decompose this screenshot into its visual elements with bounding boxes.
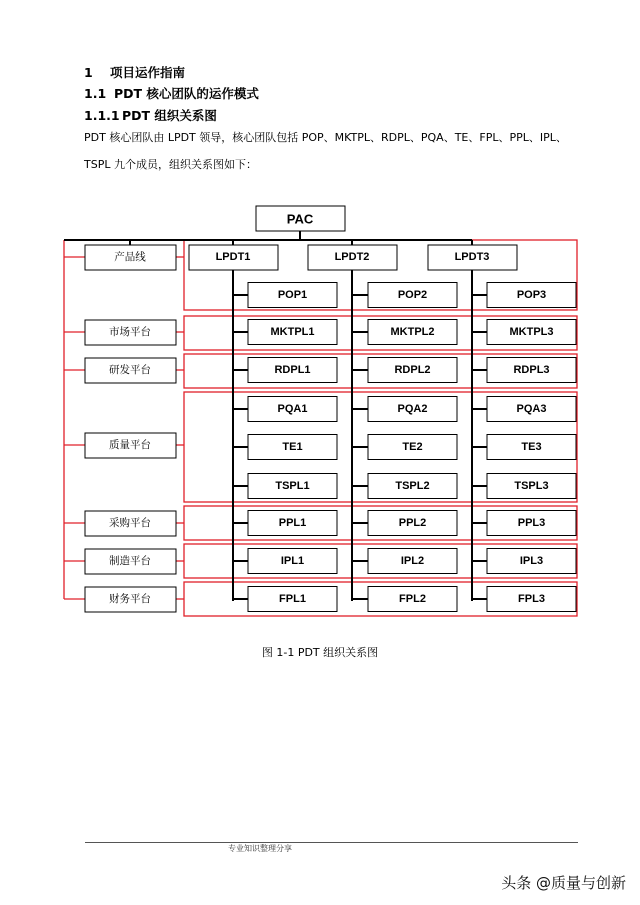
member-ppl-1: PPL1 (278, 517, 307, 529)
member-ipl-3: IPL3 (519, 555, 544, 567)
heading-3-text: PDT 组织关系图 (122, 108, 217, 123)
lpdt-3: LPDT3 (454, 251, 490, 263)
member-fpl-3: FPL3 (518, 593, 545, 605)
member-pqa-2: PQA2 (397, 403, 428, 415)
paragraph-line-2: TSPL 九个成员，组织关系图如下： (84, 158, 257, 171)
heading-1-text: 项目运作指南 (110, 65, 186, 80)
heading-2-number: 1.1 (84, 86, 107, 101)
member-pop-2: POP2 (397, 289, 428, 301)
category-market: 市场平台 (109, 326, 151, 338)
member-tspl-3: TSPL3 (514, 480, 549, 492)
footer-text: 专业知识整理分享 (228, 844, 292, 853)
member-pop-3: POP3 (516, 289, 547, 301)
member-mktpl-1: MKTPL1 (270, 326, 315, 338)
pac-node (256, 206, 345, 231)
heading-1-number: 1 (84, 65, 93, 80)
member-pqa-1: PQA1 (277, 403, 308, 415)
member-ipl-1: IPL1 (280, 555, 305, 567)
member-te-1: TE1 (282, 441, 303, 453)
lpdt-2: LPDT2 (334, 251, 370, 263)
heading-3-number: 1.1.1 (84, 108, 120, 123)
member-ipl-2: IPL2 (400, 555, 425, 567)
member-boxes (248, 283, 576, 612)
category-purchase: 采购平台 (109, 517, 151, 529)
heading-2-text: PDT 核心团队的运作模式 (114, 86, 259, 101)
member-pop-1: POP1 (277, 289, 308, 301)
member-fpl-2: FPL2 (399, 593, 426, 605)
member-fpl-1: FPL1 (279, 593, 306, 605)
category-manufacture: 制造平台 (109, 555, 151, 567)
figure-caption: 图 1-1 PDT 组织关系图 (261, 646, 379, 659)
member-pqa-3: PQA3 (516, 403, 547, 415)
member-rdpl-1: RDPL1 (274, 364, 311, 376)
member-ppl-2: PPL2 (398, 517, 427, 529)
lpdt-1: LPDT1 (215, 251, 251, 263)
member-tspl-2: TSPL2 (395, 480, 430, 492)
member-te-2: TE2 (402, 441, 423, 453)
member-te-3: TE3 (521, 441, 542, 453)
category-boxes (85, 245, 176, 612)
member-ppl-3: PPL3 (517, 517, 546, 529)
paragraph-line-1: PDT 核心团队由 LPDT 领导，核心团队包括 POP、MKTPL、RDPL、PQA、TE、FPL、PPL、IPL、 (84, 131, 567, 144)
member-mktpl-2: MKTPL2 (390, 326, 435, 338)
category-finance: 财务平台 (109, 593, 151, 605)
pac-label: PAC (286, 211, 314, 227)
category-quality: 质量平台 (109, 439, 151, 451)
footer-divider (85, 842, 578, 843)
watermark: 头条 @质量与创新 (501, 874, 626, 892)
member-rdpl-2: RDPL2 (394, 364, 431, 376)
lpdt-boxes (189, 245, 517, 270)
member-rdpl-3: RDPL3 (513, 364, 550, 376)
category-rd: 研发平台 (109, 364, 151, 376)
member-mktpl-3: MKTPL3 (509, 326, 554, 338)
member-tspl-1: TSPL1 (275, 480, 310, 492)
category-product-line: 产品线 (114, 251, 146, 263)
